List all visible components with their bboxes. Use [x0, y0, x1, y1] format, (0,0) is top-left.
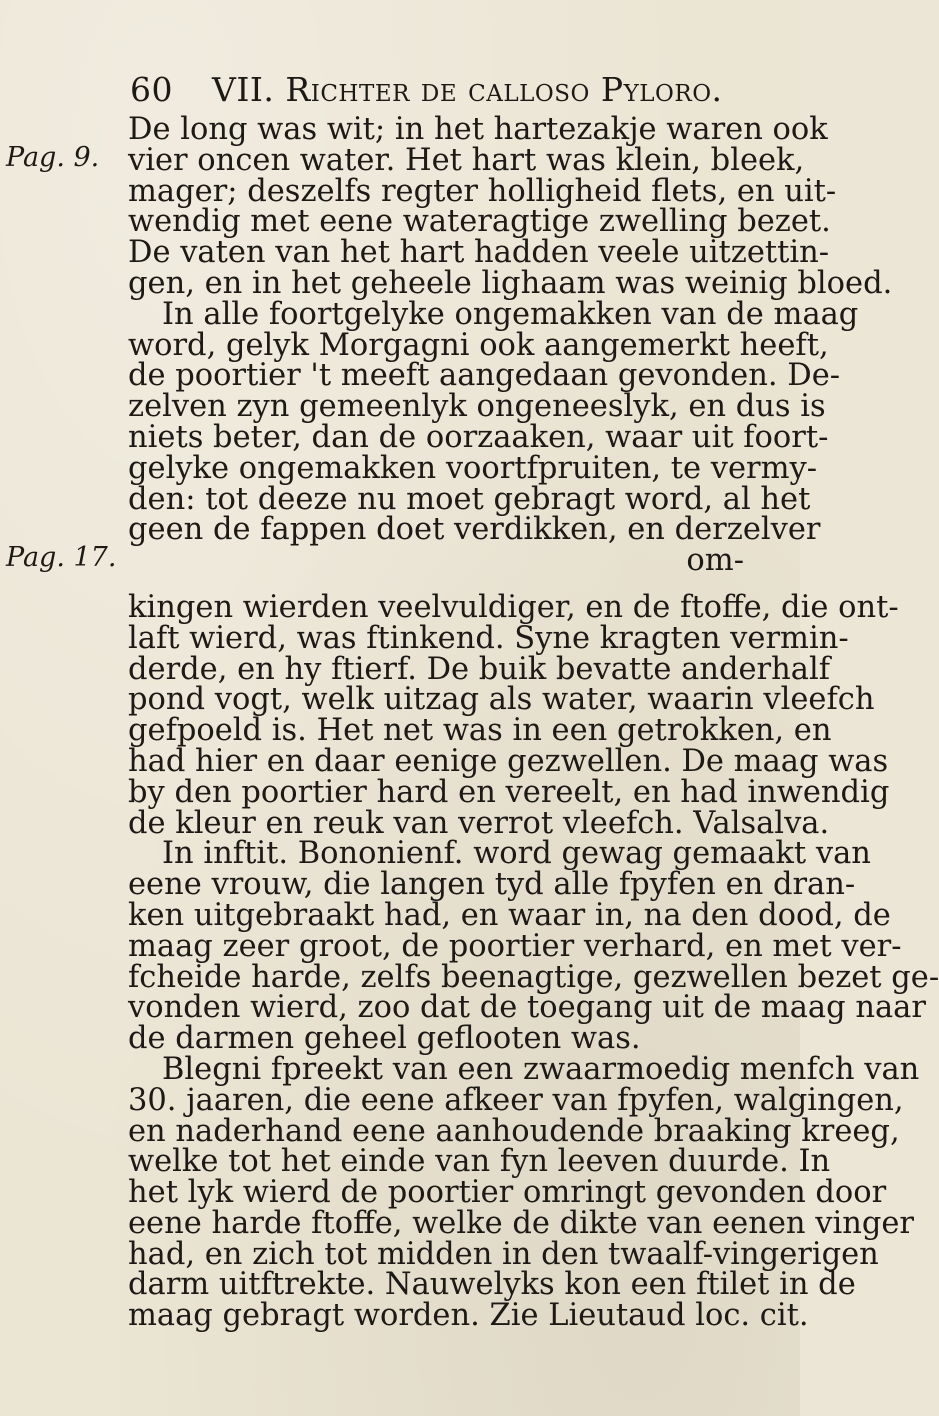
text-line: word, gelyk Morgagni ook aangemerkt heeft, [128, 327, 829, 363]
text-line: vonden wierd, zoo dat de toegang uit de maag naar [128, 990, 926, 1026]
text-line: 30. jaaren, die eene afkeer van fpyfen, walgingen, [128, 1082, 904, 1118]
text-line: eene harde ftoffe, welke de dikte van eenen vinger [128, 1205, 915, 1241]
catchword: om- [686, 543, 744, 579]
body-text [128, 112, 939, 1334]
text-line: had hier en daar eenige gezwellen. De maag was [128, 743, 889, 779]
text-line: In alle foortgelyke ongemakken van de maag [162, 296, 859, 332]
text-line: eene vrouw, die langen tyd alle fpyfen en dran- [128, 867, 856, 903]
text-line: by den poortier hard en vereelt, en had inwendig [128, 774, 890, 810]
text-line: geen de fappen doet verdikken, en derzelver [128, 512, 821, 548]
text-line: kingen wierden veelvuldiger, en de ftoffe, die ont- [128, 589, 899, 625]
text-line: gen, en in het geheele lighaam was weinig bloed. [128, 265, 893, 301]
text-line: zelven zyn gemeenlyk ongeneeslyk, en dus is [128, 389, 826, 425]
text-line: laft wierd, was ftinkend. Syne kragten vermin- [128, 620, 849, 656]
running-header [130, 70, 723, 109]
text-line: en naderhand eene aanhoudende braaking kreeg, [128, 1113, 900, 1149]
text-line: maag zeer groot, de poortier verhard, en met ver- [128, 928, 902, 964]
text-line: In inftit. Bononienf. word gewag gemaakt van [162, 836, 871, 872]
paragraph-4 [128, 836, 939, 1057]
paragraph-2 [128, 296, 859, 548]
margin-note-pag-17: Pag. 17. [6, 542, 117, 573]
text-line: Blegni fpreekt van een zwaarmoedig menfch van [162, 1051, 920, 1087]
text-line: mager; deszelfs regter holligheid flets, en uit- [128, 173, 837, 209]
text-line: darm uitftrekte. Nauwelyks kon een ftilet in de [128, 1267, 856, 1303]
text-line: het lyk wierd de poortier omringt gevonden door [128, 1175, 887, 1211]
text-line: gefpoeld is. Het net was in een getrokken, en [128, 713, 832, 749]
text-line: maag gebragt worden. Zie Lieutaud loc. cit. [128, 1298, 809, 1334]
text-line: De vaten van het hart hadden veele uitzettin- [128, 235, 830, 271]
text-line: de darmen geheel geflooten was. [128, 1021, 641, 1057]
text-line: fcheide harde, zelfs beenagtige, gezwellen bezet ge- [128, 959, 939, 995]
paragraph-5 [128, 1051, 920, 1334]
text-line: de kleur en reuk van verrot vleefch. Valsalva. [128, 805, 830, 841]
paragraph-1 [128, 112, 893, 301]
text-line: pond vogt, welk uitzag als water, waarin vleefch [128, 682, 875, 718]
text-line: had, en zich tot midden in den twaalf-vingerigen [128, 1236, 879, 1272]
chapter-title: Richter de calloso Pyloro. [285, 70, 723, 109]
text-line: gelyke ongemakken voortfpruiten, te vermy- [128, 450, 818, 486]
page-number: 60 [130, 70, 173, 109]
text-line: De long was wit; in het hartezakje waren ook [128, 112, 828, 147]
text-line: vier oncen water. Het hart was klein, bleek, [128, 142, 805, 178]
chapter-number: VII. [212, 70, 275, 109]
text-line: wendig met eene wateragtige zwelling bezet. [128, 204, 831, 240]
text-line: derde, en hy ftierf. De buik bevatte anderhalf [128, 651, 830, 687]
text-line: den: tot deeze nu moet gebragt word, al het [128, 481, 811, 517]
text-line: ken uitgebraakt had, en waar in, na den dood, de [128, 897, 891, 933]
margin-note-pag-9: Pag. 9. [6, 142, 100, 173]
paragraph-3 [128, 589, 899, 841]
text-line: welke tot het einde van fyn leeven duurde. In [128, 1144, 831, 1180]
text-line: de poortier 't meeft aangedaan gevonden. De- [128, 358, 841, 394]
text-line: niets beter, dan de oorzaaken, waar uit foort- [128, 419, 829, 455]
